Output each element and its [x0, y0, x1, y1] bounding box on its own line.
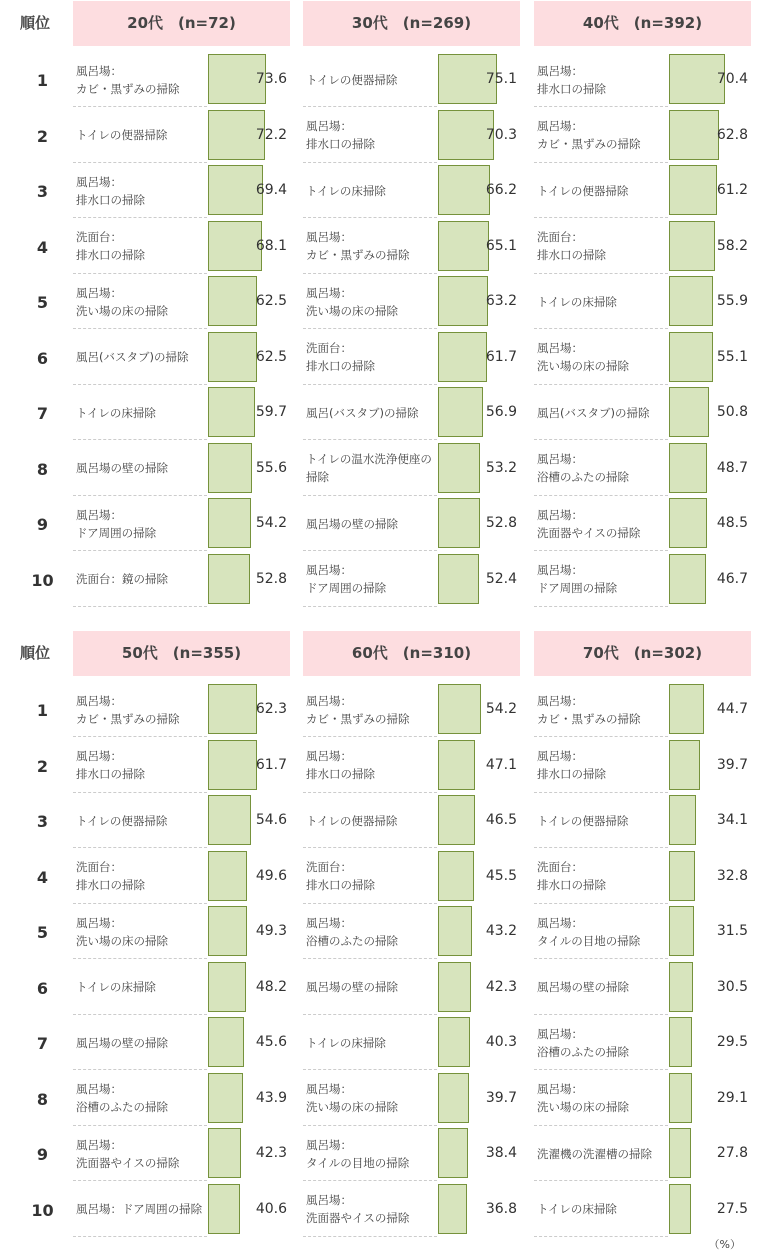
value-bar — [208, 1128, 241, 1178]
rank-number: 8 — [36, 459, 49, 479]
ranking-row — [73, 496, 290, 551]
ranking-row — [303, 274, 520, 329]
rank-number: 4 — [36, 237, 49, 257]
ranking-row — [303, 163, 520, 218]
item-value: 70.4 — [716, 71, 748, 87]
item-label: トイレの床掃除 — [537, 294, 617, 309]
item-label: 風呂場： 洗い場の床の掃除 — [76, 285, 168, 318]
ranking-row — [534, 219, 751, 274]
ranking-row — [303, 385, 520, 440]
ranking-row — [73, 163, 290, 218]
item-value: 48.7 — [716, 459, 748, 476]
item-label: 風呂場： 洗い場の床の掃除 — [306, 1082, 398, 1114]
value-bar — [438, 387, 483, 437]
value-bar — [669, 684, 704, 734]
value-bar — [208, 740, 257, 790]
item-label: トイレの床掃除 — [76, 980, 156, 994]
ranking-row — [534, 52, 751, 107]
value-bar — [438, 740, 475, 790]
item-value: 62.3 — [255, 701, 287, 717]
ranking-row — [534, 1126, 751, 1181]
item-value: 44.7 — [716, 701, 748, 717]
ranking-row — [303, 108, 520, 163]
item-label: 風呂場： 浴槽のふたの掃除 — [537, 452, 629, 484]
value-bar — [438, 165, 490, 215]
item-label: 風呂場の壁の掃除 — [306, 980, 398, 994]
item-value: 40.6 — [255, 1200, 287, 1217]
ranking-row — [534, 793, 751, 848]
ranking-row — [73, 793, 290, 848]
item-label: 風呂場： 排水口の掃除 — [537, 63, 606, 96]
rank-number: 5 — [36, 923, 49, 942]
rank-number: 2 — [36, 126, 49, 146]
ranking-row — [534, 1015, 751, 1070]
value-bar — [208, 276, 257, 326]
value-bar — [208, 554, 250, 604]
ranking-row — [73, 1071, 290, 1126]
value-bar — [669, 387, 709, 437]
item-value: 56.9 — [485, 404, 517, 420]
item-value: 53.2 — [485, 459, 517, 476]
rank-number: 4 — [36, 867, 49, 887]
ranking-row — [534, 330, 751, 385]
ranking-row — [534, 496, 751, 551]
item-value: 55.6 — [255, 459, 287, 476]
value-bar — [669, 1073, 692, 1123]
ranking-row — [73, 738, 290, 793]
item-value: 48.5 — [716, 515, 748, 531]
ranking-row — [303, 1182, 520, 1237]
ranking-row — [534, 738, 751, 793]
ranking-row — [73, 960, 290, 1015]
ranking-row — [534, 441, 751, 496]
value-bar — [208, 1017, 244, 1067]
ranking-row — [303, 441, 520, 496]
ranking-row — [534, 163, 751, 218]
item-label: トイレの床掃除 — [306, 183, 386, 198]
value-bar — [208, 221, 262, 271]
item-label: 風呂場： ドア周囲の掃除 — [306, 563, 387, 595]
item-value: 58.2 — [716, 237, 748, 254]
item-label: 風呂場： 洗面器やイスの掃除 — [537, 507, 641, 540]
item-value: 62.8 — [716, 126, 748, 143]
value-bar — [438, 684, 481, 734]
ranking-row — [73, 441, 290, 496]
item-value: 49.6 — [255, 867, 287, 884]
ranking-row — [73, 1015, 290, 1070]
value-bar — [669, 962, 693, 1012]
ranking-row — [303, 1071, 520, 1126]
rank-header: 順位 — [19, 644, 50, 662]
item-value: 73.6 — [255, 71, 287, 87]
ranking-row — [534, 552, 751, 607]
item-label: 風呂場： 洗い場の床の掃除 — [537, 1082, 629, 1114]
value-bar — [669, 498, 707, 548]
value-bar — [669, 795, 696, 845]
rank-number: 2 — [36, 756, 49, 776]
value-bar — [669, 554, 706, 604]
value-bar — [669, 1128, 691, 1178]
item-label: 風呂場： カビ・黒ずみの掃除 — [537, 119, 641, 151]
item-label: 風呂場： 排水口の掃除 — [537, 749, 606, 781]
value-bar — [669, 1184, 691, 1234]
item-value: 45.6 — [255, 1034, 287, 1050]
item-value: 27.5 — [716, 1200, 748, 1217]
item-value: 69.4 — [255, 182, 287, 198]
item-value: 68.1 — [255, 237, 287, 254]
item-value: 62.5 — [255, 293, 287, 309]
item-value: 65.1 — [485, 237, 517, 254]
ranking-row — [303, 849, 520, 904]
item-label: 風呂場： タイルの目地の掃除 — [306, 1137, 410, 1170]
ranking-row — [534, 960, 751, 1015]
item-label: 風呂場：ドア周囲の掃除 — [76, 1202, 203, 1216]
item-value: 66.2 — [485, 182, 517, 198]
value-bar — [438, 221, 489, 271]
ranking-row — [73, 219, 290, 274]
value-bar — [669, 1017, 692, 1067]
item-value: 34.1 — [716, 812, 748, 828]
value-bar — [438, 498, 480, 548]
value-bar — [208, 498, 251, 548]
value-bar — [669, 276, 713, 326]
item-value: 43.2 — [485, 923, 517, 939]
item-value: 55.9 — [716, 293, 748, 309]
value-bar — [438, 795, 475, 845]
item-label: 風呂(バスタブ)の掃除 — [537, 405, 650, 420]
ranking-row — [303, 960, 520, 1015]
value-bar — [669, 221, 715, 271]
item-label: トイレの便器掃除 — [537, 183, 629, 198]
item-label: 風呂場： ドア周囲の掃除 — [537, 563, 618, 595]
item-label: 風呂場： 浴槽のふたの掃除 — [76, 1082, 168, 1114]
rank-number: 8 — [36, 1089, 49, 1109]
item-label: 洗面台： 排水口の掃除 — [76, 230, 145, 262]
ranking-row — [534, 682, 751, 737]
value-bar — [438, 332, 487, 382]
ranking-row — [73, 1126, 290, 1181]
item-value: 30.5 — [716, 978, 748, 995]
value-bar — [669, 851, 695, 901]
item-label: 洗面台： 排水口の掃除 — [306, 860, 375, 892]
rank-number: 7 — [36, 1034, 49, 1053]
rank-number: 5 — [36, 293, 49, 312]
ranking-row — [303, 1126, 520, 1181]
rank-number: 3 — [36, 182, 49, 201]
value-bar — [208, 165, 263, 215]
rank-header: 順位 — [19, 14, 50, 32]
item-label: 洗面台： 排水口の掃除 — [76, 860, 145, 892]
item-value: 61.2 — [716, 182, 748, 198]
ranking-row — [73, 849, 290, 904]
item-label: 風呂場： カビ・黒ずみの掃除 — [537, 693, 641, 726]
item-value: 52.8 — [485, 515, 517, 531]
item-value: 29.5 — [716, 1034, 748, 1050]
item-label: トイレの便器掃除 — [76, 128, 168, 142]
ranking-row — [303, 496, 520, 551]
value-bar — [438, 1073, 469, 1123]
item-label: 風呂場： 洗い場の床の掃除 — [537, 341, 629, 373]
ranking-row — [73, 552, 290, 607]
item-value: 61.7 — [255, 756, 287, 773]
value-bar — [208, 332, 257, 382]
value-bar — [208, 387, 255, 437]
value-bar — [208, 851, 247, 901]
item-label: 風呂場： 洗面器やイスの掃除 — [76, 1137, 180, 1170]
value-bar — [438, 276, 488, 326]
item-value: 49.3 — [255, 923, 287, 939]
value-bar — [669, 906, 694, 956]
item-label: トイレの便器掃除 — [306, 813, 398, 828]
value-bar — [208, 1073, 243, 1123]
item-value: 54.6 — [255, 812, 287, 828]
item-value: 38.4 — [485, 1145, 517, 1161]
item-value: 75.1 — [485, 71, 517, 87]
item-label: 風呂場： 排水口の掃除 — [306, 119, 375, 151]
item-value: 63.2 — [485, 293, 517, 309]
value-bar — [208, 443, 252, 493]
ranking-row — [534, 1182, 751, 1237]
item-label: トイレの床掃除 — [76, 405, 156, 420]
item-label: 風呂場の壁の掃除 — [76, 1035, 168, 1050]
item-label: 洗面台： 排水口の掃除 — [306, 341, 375, 373]
item-value: 62.5 — [255, 348, 287, 365]
item-label: トイレの温水洗浄便座の 掃除 — [306, 452, 432, 484]
item-label: トイレの床掃除 — [306, 1035, 386, 1050]
item-value: 31.5 — [716, 923, 748, 939]
group-header: 20代 (n=72) — [73, 1, 290, 46]
value-bar — [669, 332, 713, 382]
ranking-row — [73, 274, 290, 329]
item-label: 風呂場： ドア周囲の掃除 — [76, 507, 157, 540]
value-bar — [669, 443, 707, 493]
item-value: 39.7 — [485, 1089, 517, 1106]
item-label: 風呂場の壁の掃除 — [306, 516, 398, 531]
value-bar — [669, 165, 717, 215]
value-bar — [438, 443, 480, 493]
item-value: 46.5 — [485, 812, 517, 828]
rank-number: 9 — [36, 515, 49, 534]
rank-number: 1 — [36, 701, 49, 720]
ranking-row — [303, 52, 520, 107]
ranking-row — [534, 108, 751, 163]
value-bar — [438, 906, 472, 956]
item-label: 風呂(バスタブ)の掃除 — [306, 405, 419, 420]
ranking-row — [73, 385, 290, 440]
item-label: 風呂場： 洗い場の床の掃除 — [306, 285, 398, 318]
group-header: 30代 (n=269) — [303, 1, 520, 46]
value-bar — [208, 795, 251, 845]
item-label: 風呂(バスタブ)の掃除 — [76, 350, 189, 364]
item-value: 52.4 — [485, 570, 517, 587]
item-value: 39.7 — [716, 756, 748, 773]
value-bar — [438, 554, 479, 604]
item-label: トイレの便器掃除 — [76, 813, 168, 828]
ranking-row — [303, 552, 520, 607]
rank-number: 10 — [31, 1200, 54, 1220]
rank-number: 1 — [36, 71, 49, 90]
item-value: 46.7 — [716, 570, 748, 587]
ranking-row — [73, 682, 290, 737]
item-label: 風呂場の壁の掃除 — [76, 461, 168, 475]
item-label: 風呂場： 浴槽のふたの掃除 — [537, 1026, 629, 1059]
item-label: 風呂場の壁の掃除 — [537, 980, 629, 994]
unit-label: （%） — [708, 1238, 741, 1251]
item-value: 43.9 — [255, 1089, 287, 1106]
ranking-row — [303, 904, 520, 959]
value-bar — [438, 1184, 467, 1234]
item-value: 42.3 — [255, 1145, 287, 1161]
ranking-row — [534, 1071, 751, 1126]
item-label: 風呂場： 排水口の掃除 — [306, 749, 375, 781]
value-bar — [669, 110, 719, 160]
value-bar — [438, 962, 471, 1012]
item-label: 風呂場： カビ・黒ずみの掃除 — [306, 693, 410, 726]
item-label: 風呂場： 浴槽のふたの掃除 — [306, 915, 398, 948]
rank-number: 9 — [36, 1145, 49, 1164]
item-value: 27.8 — [716, 1145, 748, 1161]
item-value: 29.1 — [716, 1089, 748, 1106]
value-bar — [669, 740, 700, 790]
item-value: 50.8 — [716, 404, 748, 420]
item-value: 54.2 — [255, 515, 287, 531]
group-header: 50代 (n=355) — [73, 631, 290, 676]
rank-number: 7 — [36, 404, 49, 423]
item-value: 55.1 — [716, 348, 748, 365]
ranking-row — [73, 330, 290, 385]
ranking-row — [303, 330, 520, 385]
rank-number: 3 — [36, 812, 49, 831]
item-value: 59.7 — [255, 404, 287, 420]
item-label: 風呂場： カビ・黒ずみの掃除 — [306, 230, 410, 262]
item-label: 風呂場： カビ・黒ずみの掃除 — [76, 63, 180, 96]
item-value: 70.3 — [485, 126, 517, 143]
ranking-row — [534, 849, 751, 904]
item-label: トイレの床掃除 — [537, 1202, 617, 1216]
value-bar — [208, 684, 257, 734]
item-value: 48.2 — [255, 978, 287, 995]
rank-number: 6 — [36, 348, 49, 368]
item-label: トイレの便器掃除 — [537, 813, 629, 828]
value-bar — [438, 1017, 470, 1067]
group-header: 70代 (n=302) — [534, 631, 751, 676]
ranking-row — [303, 793, 520, 848]
item-label: 風呂場： 排水口の掃除 — [76, 749, 145, 781]
item-value: 45.5 — [485, 867, 517, 884]
rank-number: 10 — [31, 570, 54, 590]
item-label: 風呂場： 排水口の掃除 — [76, 174, 145, 207]
item-value: 72.2 — [255, 126, 287, 143]
item-label: 風呂場： 洗い場の床の掃除 — [76, 915, 168, 948]
rank-number: 6 — [36, 978, 49, 998]
ranking-row — [73, 1182, 290, 1237]
item-value: 42.3 — [485, 978, 517, 995]
item-value: 36.8 — [485, 1200, 517, 1217]
item-label: 風呂場： カビ・黒ずみの掃除 — [76, 693, 180, 726]
ranking-row — [534, 385, 751, 440]
ranking-row — [73, 904, 290, 959]
ranking-row — [534, 904, 751, 959]
item-label: 風呂場： 洗面器やイスの掃除 — [306, 1193, 410, 1225]
group-header: 60代 (n=310) — [303, 631, 520, 676]
ranking-row — [303, 682, 520, 737]
ranking-row — [73, 108, 290, 163]
item-label: 風呂場： タイルの目地の掃除 — [537, 915, 641, 948]
value-bar — [208, 1184, 240, 1234]
value-bar — [438, 1128, 468, 1178]
ranking-row — [73, 52, 290, 107]
item-value: 52.8 — [255, 570, 287, 587]
item-label: トイレの便器掃除 — [306, 72, 398, 87]
item-label: 洗面台：鏡の掃除 — [76, 572, 168, 586]
ranking-row — [303, 738, 520, 793]
value-bar — [438, 851, 474, 901]
item-value: 54.2 — [485, 701, 517, 717]
item-value: 40.3 — [485, 1034, 517, 1050]
value-bar — [208, 906, 247, 956]
ranking-row — [534, 274, 751, 329]
ranking-row — [303, 219, 520, 274]
item-label: 洗面台： 排水口の掃除 — [537, 230, 606, 262]
group-header: 40代 (n=392) — [534, 1, 751, 46]
item-label: 洗濯機の洗濯槽の掃除 — [537, 1146, 652, 1161]
value-bar — [208, 962, 246, 1012]
item-value: 47.1 — [485, 756, 517, 773]
item-value: 61.7 — [485, 348, 517, 365]
item-label: 洗面台： 排水口の掃除 — [537, 860, 606, 892]
item-value: 32.8 — [716, 867, 748, 884]
ranking-row — [303, 1015, 520, 1070]
